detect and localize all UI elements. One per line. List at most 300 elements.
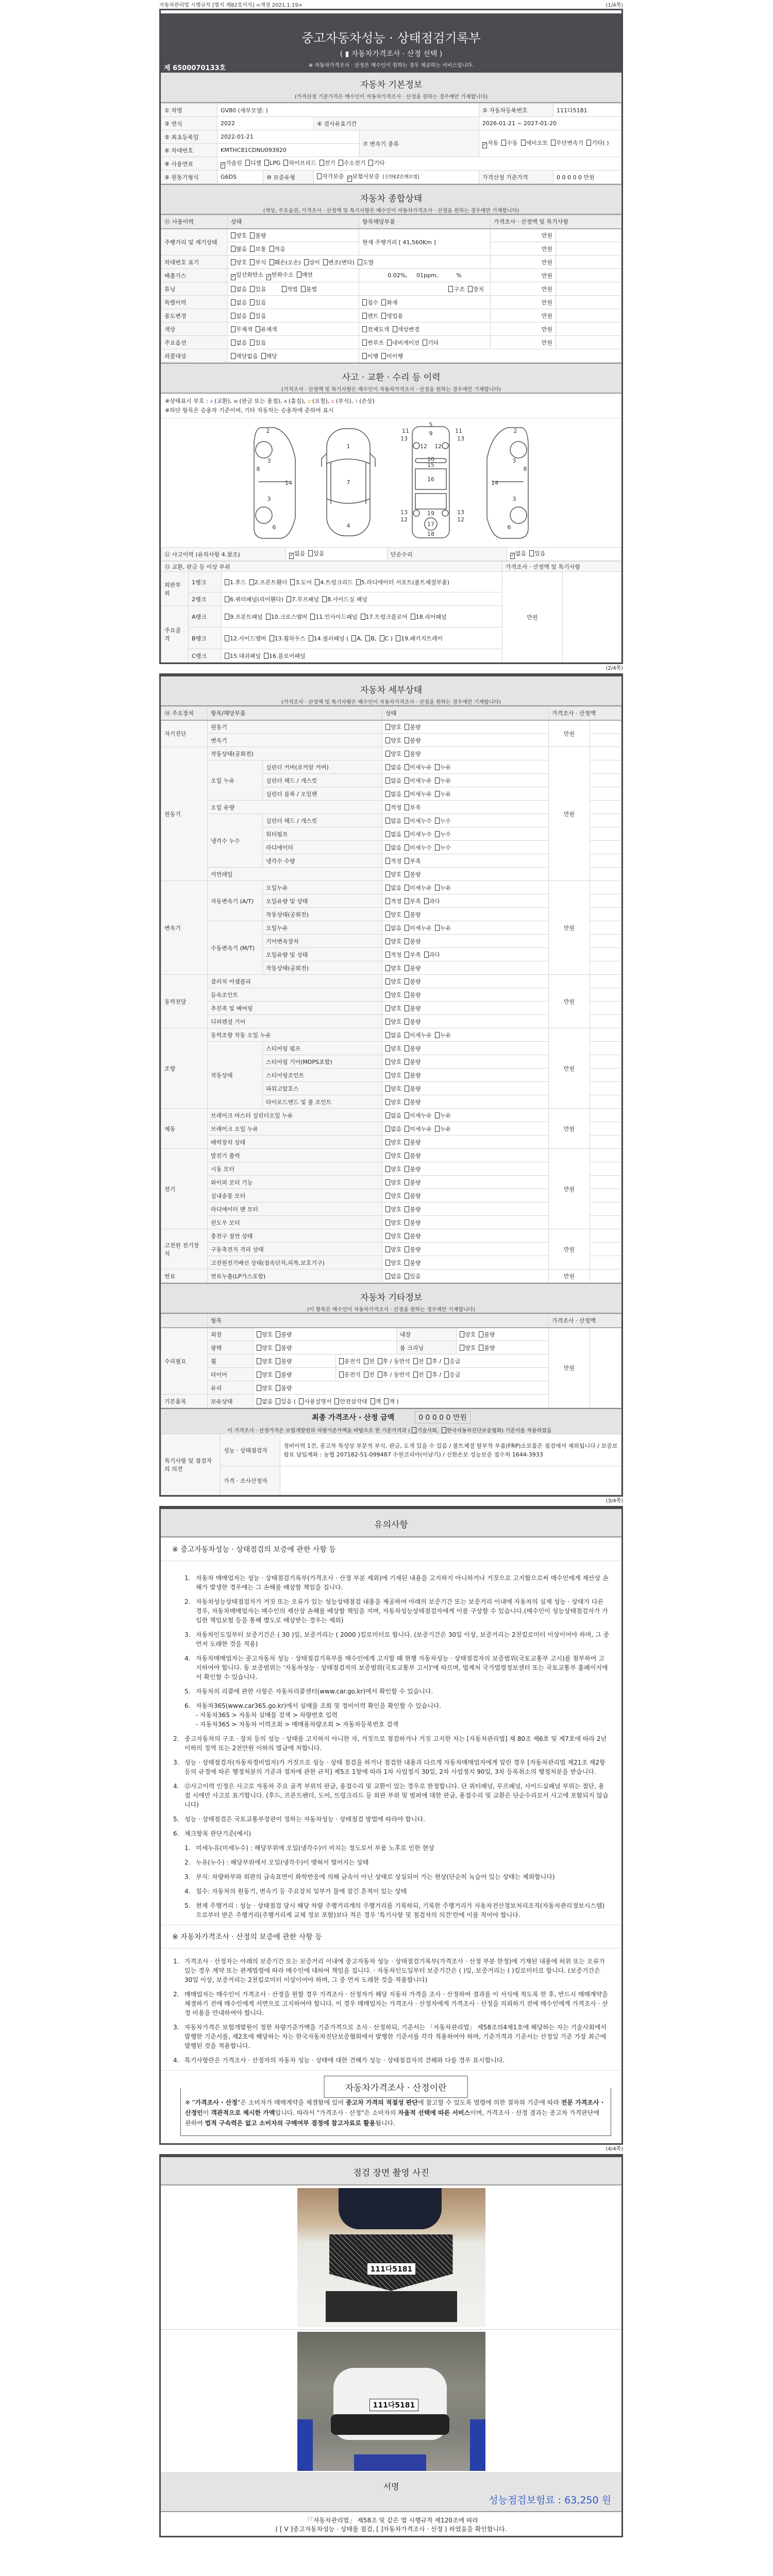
checkbox-option[interactable] — [444, 1370, 460, 1379]
unchecked-box-icon[interactable] — [435, 1126, 440, 1132]
unchecked-box-icon[interactable] — [529, 550, 534, 556]
checkbox-option[interactable] — [479, 1344, 495, 1352]
checkbox-option[interactable] — [385, 817, 401, 825]
unchecked-box-icon[interactable] — [231, 286, 236, 292]
unchecked-box-icon[interactable] — [385, 965, 390, 971]
checkbox-option[interactable] — [231, 231, 247, 240]
unchecked-box-icon[interactable] — [424, 898, 429, 904]
unchecked-box-icon[interactable] — [225, 579, 229, 585]
unchecked-box-icon[interactable] — [368, 160, 373, 166]
checkbox-option[interactable] — [405, 736, 421, 744]
checkbox-option[interactable] — [299, 1397, 331, 1405]
unchecked-box-icon[interactable] — [385, 1193, 390, 1199]
checkbox-option[interactable] — [320, 159, 335, 167]
checkbox-option[interactable] — [501, 139, 517, 147]
checkbox-option[interactable] — [448, 285, 464, 293]
checkbox-option[interactable] — [385, 1232, 401, 1240]
checkbox-option[interactable] — [385, 776, 401, 785]
checkbox-option[interactable] — [385, 897, 401, 905]
unchecked-box-icon[interactable] — [287, 596, 291, 602]
unchecked-box-icon[interactable] — [264, 653, 268, 659]
unchecked-box-icon[interactable] — [405, 737, 409, 743]
unchecked-box-icon[interactable] — [266, 614, 271, 620]
checkbox-option[interactable] — [334, 1397, 367, 1405]
checkbox-option[interactable] — [270, 258, 301, 266]
unchecked-box-icon[interactable] — [435, 764, 440, 770]
checkbox-option[interactable] — [361, 613, 408, 621]
checkbox-option[interactable] — [405, 1071, 421, 1079]
unchecked-box-icon[interactable] — [435, 818, 440, 824]
checkbox-option[interactable] — [297, 270, 313, 279]
checkbox-option[interactable] — [315, 578, 353, 586]
checkbox-option[interactable] — [413, 1357, 424, 1365]
unchecked-box-icon[interactable] — [405, 898, 409, 904]
checkbox-option[interactable] — [257, 1370, 273, 1379]
checkbox-option[interactable] — [405, 1018, 421, 1026]
unchecked-box-icon[interactable] — [405, 1273, 409, 1279]
checkbox-option[interactable] — [385, 1018, 401, 1026]
unchecked-box-icon[interactable] — [250, 246, 255, 252]
unchecked-box-icon[interactable] — [378, 1371, 382, 1378]
checkbox-option[interactable] — [310, 613, 357, 621]
unchecked-box-icon[interactable] — [270, 259, 274, 265]
unchecked-box-icon[interactable] — [435, 831, 440, 837]
checkbox-option[interactable] — [385, 736, 401, 744]
unchecked-box-icon[interactable] — [405, 1179, 409, 1185]
checkbox-option[interactable] — [385, 937, 401, 945]
checkbox-option[interactable] — [309, 634, 349, 642]
checkbox-option[interactable] — [405, 977, 421, 986]
unchecked-box-icon[interactable] — [396, 635, 400, 641]
unchecked-box-icon[interactable] — [385, 844, 390, 851]
checkbox-option[interactable] — [405, 951, 421, 959]
checkbox-option[interactable] — [435, 1031, 451, 1039]
unchecked-box-icon[interactable] — [250, 286, 255, 292]
checkbox-option[interactable] — [364, 1357, 375, 1365]
unchecked-box-icon[interactable] — [405, 1246, 409, 1252]
unchecked-box-icon[interactable] — [225, 596, 229, 602]
checkbox-option[interactable] — [308, 549, 324, 557]
unchecked-box-icon[interactable] — [385, 724, 390, 730]
checkbox-option[interactable] — [362, 352, 378, 360]
unchecked-box-icon[interactable] — [380, 635, 384, 641]
checkbox-option[interactable] — [405, 964, 421, 972]
checkbox-option[interactable] — [412, 1426, 439, 1434]
unchecked-box-icon[interactable] — [405, 858, 409, 864]
unchecked-box-icon[interactable] — [378, 1358, 382, 1364]
checkbox-option[interactable] — [405, 1165, 421, 1173]
unchecked-box-icon[interactable] — [405, 1260, 409, 1266]
unchecked-box-icon[interactable] — [231, 299, 236, 306]
unchecked-box-icon[interactable] — [405, 1086, 409, 1092]
unchecked-box-icon[interactable] — [250, 340, 255, 346]
checkbox-option[interactable] — [405, 763, 432, 771]
checkbox-option[interactable] — [385, 977, 401, 986]
checkbox-option[interactable] — [266, 270, 294, 280]
unchecked-box-icon[interactable] — [283, 160, 288, 166]
checkbox-option[interactable] — [362, 298, 378, 307]
checkbox-option[interactable] — [378, 1357, 410, 1365]
unchecked-box-icon[interactable] — [385, 992, 390, 998]
unchecked-box-icon[interactable] — [405, 844, 409, 851]
unchecked-box-icon[interactable] — [362, 326, 367, 332]
unchecked-box-icon[interactable] — [405, 1153, 409, 1159]
unchecked-box-icon[interactable] — [250, 299, 255, 306]
unchecked-box-icon[interactable] — [405, 1059, 409, 1065]
checkbox-option[interactable] — [435, 1125, 451, 1133]
unchecked-box-icon[interactable] — [479, 1331, 483, 1337]
unchecked-box-icon[interactable] — [364, 1358, 368, 1364]
unchecked-box-icon[interactable] — [339, 1371, 344, 1378]
checkbox-option[interactable] — [317, 172, 344, 180]
checkbox-option[interactable] — [385, 1125, 401, 1133]
unchecked-box-icon[interactable] — [301, 286, 306, 292]
unchecked-box-icon[interactable] — [586, 140, 591, 146]
checkbox-option[interactable] — [261, 352, 277, 360]
unchecked-box-icon[interactable] — [385, 1153, 390, 1159]
unchecked-box-icon[interactable] — [317, 173, 322, 179]
unchecked-box-icon[interactable] — [405, 885, 409, 891]
unchecked-box-icon[interactable] — [448, 286, 453, 292]
unchecked-box-icon[interactable] — [460, 1331, 464, 1337]
unchecked-box-icon[interactable] — [257, 1385, 261, 1391]
checkbox-option[interactable] — [385, 857, 401, 865]
checkbox-option[interactable] — [423, 338, 439, 347]
unchecked-box-icon[interactable] — [257, 1398, 261, 1404]
unchecked-box-icon[interactable] — [362, 299, 367, 306]
checkbox-option[interactable] — [444, 1357, 460, 1365]
checkbox-option[interactable] — [385, 991, 401, 999]
checkbox-option[interactable] — [405, 830, 432, 838]
checkbox-option[interactable] — [405, 1192, 421, 1200]
unchecked-box-icon[interactable] — [257, 1345, 261, 1351]
checkbox-option[interactable] — [385, 750, 401, 758]
checkbox-option[interactable] — [276, 1370, 292, 1379]
checkbox-option[interactable] — [521, 139, 548, 147]
unchecked-box-icon[interactable] — [385, 871, 390, 877]
unchecked-box-icon[interactable] — [385, 818, 390, 824]
unchecked-box-icon[interactable] — [362, 353, 367, 359]
unchecked-box-icon[interactable] — [339, 160, 343, 166]
unchecked-box-icon[interactable] — [245, 160, 250, 166]
unchecked-box-icon[interactable] — [405, 871, 409, 877]
unchecked-box-icon[interactable] — [405, 1112, 409, 1118]
unchecked-box-icon[interactable] — [385, 737, 390, 743]
unchecked-box-icon[interactable] — [479, 1345, 483, 1351]
unchecked-box-icon[interactable] — [405, 818, 409, 824]
checkbox-option[interactable] — [405, 897, 421, 905]
checkbox-option[interactable] — [405, 790, 432, 798]
unchecked-box-icon[interactable] — [385, 898, 390, 904]
unchecked-box-icon[interactable] — [385, 978, 390, 985]
checkbox-option[interactable] — [385, 790, 401, 798]
unchecked-box-icon[interactable] — [405, 978, 409, 985]
checkbox-option[interactable] — [384, 1397, 398, 1405]
unchecked-box-icon[interactable] — [405, 1072, 409, 1078]
unchecked-box-icon[interactable] — [256, 326, 260, 332]
checkbox-option[interactable] — [347, 172, 380, 182]
checkbox-option[interactable] — [231, 298, 247, 307]
checkbox-option[interactable] — [405, 843, 432, 852]
unchecked-box-icon[interactable] — [435, 885, 440, 891]
unchecked-box-icon[interactable] — [444, 1371, 449, 1378]
checkbox-option[interactable] — [385, 1205, 401, 1213]
checkbox-option[interactable] — [385, 1071, 401, 1079]
checkbox-option[interactable] — [405, 1205, 421, 1213]
checkbox-option[interactable] — [385, 723, 401, 731]
unchecked-box-icon[interactable] — [276, 1331, 280, 1337]
checkbox-option[interactable] — [364, 1370, 375, 1379]
unchecked-box-icon[interactable] — [385, 1219, 390, 1226]
checkbox-option[interactable] — [250, 245, 266, 253]
checkbox-option[interactable] — [586, 139, 609, 147]
checkbox-option[interactable] — [225, 634, 266, 642]
unchecked-box-icon[interactable] — [411, 614, 415, 620]
unchecked-box-icon[interactable] — [249, 579, 254, 585]
checkbox-option[interactable] — [405, 870, 421, 878]
unchecked-box-icon[interactable] — [257, 1331, 261, 1337]
unchecked-box-icon[interactable] — [385, 777, 390, 784]
checkbox-option[interactable] — [381, 312, 403, 320]
unchecked-box-icon[interactable] — [385, 938, 390, 944]
checkbox-option[interactable] — [276, 1344, 292, 1352]
checkbox-option[interactable] — [225, 578, 246, 586]
unchecked-box-icon[interactable] — [231, 353, 236, 359]
checkbox-option[interactable] — [323, 258, 355, 266]
checkbox-option[interactable] — [289, 549, 305, 559]
checkbox-option[interactable] — [221, 159, 242, 168]
checkbox-option[interactable] — [405, 1098, 421, 1106]
checkbox-option[interactable] — [387, 338, 419, 347]
unchecked-box-icon[interactable] — [385, 952, 390, 958]
unchecked-box-icon[interactable] — [405, 791, 409, 797]
checkbox-option[interactable] — [304, 258, 320, 266]
unchecked-box-icon[interactable] — [385, 791, 390, 797]
unchecked-box-icon[interactable] — [405, 1045, 409, 1052]
unchecked-box-icon[interactable] — [412, 1427, 416, 1433]
checkbox-option[interactable] — [460, 1344, 476, 1352]
checkbox-option[interactable] — [435, 884, 451, 892]
unchecked-box-icon[interactable] — [385, 1086, 390, 1092]
unchecked-box-icon[interactable] — [427, 1358, 431, 1364]
checkbox-option[interactable] — [405, 803, 421, 811]
checkbox-option[interactable] — [405, 1218, 421, 1227]
checkbox-option[interactable] — [435, 830, 451, 838]
checkbox-option[interactable] — [393, 325, 420, 333]
unchecked-box-icon[interactable] — [231, 259, 236, 265]
checkbox-option[interactable] — [385, 964, 401, 972]
checkbox-option[interactable] — [250, 258, 266, 266]
unchecked-box-icon[interactable] — [435, 844, 440, 851]
checkbox-option[interactable] — [413, 1370, 424, 1379]
checkbox-option[interactable] — [276, 1397, 296, 1405]
unchecked-box-icon[interactable] — [385, 858, 390, 864]
unchecked-box-icon[interactable] — [381, 313, 386, 319]
unchecked-box-icon[interactable] — [393, 326, 397, 332]
checkbox-option[interactable] — [551, 139, 583, 147]
checkbox-option[interactable] — [282, 285, 298, 293]
unchecked-box-icon[interactable] — [385, 1032, 390, 1038]
checkbox-option[interactable] — [479, 1330, 495, 1338]
unchecked-box-icon[interactable] — [423, 340, 427, 346]
unchecked-box-icon[interactable] — [323, 259, 328, 265]
checkbox-option[interactable] — [385, 1058, 401, 1066]
checkbox-option[interactable] — [362, 312, 378, 320]
unchecked-box-icon[interactable] — [385, 1260, 390, 1266]
checkbox-option[interactable] — [405, 1272, 421, 1280]
unchecked-box-icon[interactable] — [276, 1398, 280, 1404]
checkbox-option[interactable] — [385, 763, 401, 771]
checkbox-option[interactable] — [283, 159, 316, 167]
unchecked-box-icon[interactable] — [358, 259, 362, 265]
checked-box-icon[interactable]: ✓ — [231, 274, 236, 279]
checkbox-option[interactable] — [339, 1357, 361, 1365]
checkbox-option[interactable] — [365, 635, 376, 642]
checkbox-option[interactable] — [250, 285, 266, 293]
unchecked-box-icon[interactable] — [297, 272, 301, 278]
checkbox-option[interactable] — [362, 325, 390, 333]
unchecked-box-icon[interactable] — [231, 326, 236, 332]
unchecked-box-icon[interactable] — [225, 635, 229, 641]
unchecked-box-icon[interactable] — [521, 140, 526, 146]
checkbox-option[interactable] — [405, 723, 421, 731]
unchecked-box-icon[interactable] — [270, 635, 274, 641]
checkbox-option[interactable] — [301, 285, 317, 293]
unchecked-box-icon[interactable] — [405, 764, 409, 770]
unchecked-box-icon[interactable] — [361, 614, 365, 620]
checkbox-option[interactable] — [385, 1111, 401, 1120]
checkbox-option[interactable] — [405, 1245, 421, 1253]
checkbox-option[interactable] — [358, 258, 374, 266]
unchecked-box-icon[interactable] — [413, 1371, 418, 1378]
unchecked-box-icon[interactable] — [250, 232, 255, 239]
unchecked-box-icon[interactable] — [435, 777, 440, 784]
checkbox-option[interactable] — [427, 1370, 441, 1379]
unchecked-box-icon[interactable] — [257, 1358, 261, 1364]
checked-box-icon[interactable]: ✓ — [347, 176, 352, 181]
checkbox-option[interactable] — [405, 991, 421, 999]
checkbox-option[interactable] — [231, 270, 263, 280]
checkbox-option[interactable] — [435, 843, 451, 852]
checkbox-option[interactable] — [276, 1330, 292, 1338]
unchecked-box-icon[interactable] — [381, 299, 386, 306]
checkbox-option[interactable] — [225, 595, 283, 603]
checkbox-option[interactable] — [356, 578, 449, 586]
unchecked-box-icon[interactable] — [385, 1005, 390, 1011]
checkbox-option[interactable] — [231, 245, 247, 253]
checkbox-option[interactable] — [250, 312, 266, 320]
checkbox-option[interactable] — [362, 338, 384, 347]
unchecked-box-icon[interactable] — [405, 831, 409, 837]
checkbox-option[interactable] — [371, 1397, 381, 1405]
unchecked-box-icon[interactable] — [405, 1206, 409, 1212]
unchecked-box-icon[interactable] — [442, 1427, 446, 1433]
unchecked-box-icon[interactable] — [385, 1166, 390, 1172]
unchecked-box-icon[interactable] — [231, 313, 236, 319]
checkbox-option[interactable] — [270, 634, 306, 642]
unchecked-box-icon[interactable] — [385, 1233, 390, 1239]
unchecked-box-icon[interactable] — [444, 1358, 449, 1364]
checkbox-option[interactable] — [385, 924, 401, 932]
checkbox-option[interactable] — [385, 1098, 401, 1106]
unchecked-box-icon[interactable] — [435, 1112, 440, 1118]
unchecked-box-icon[interactable] — [405, 938, 409, 944]
checkbox-option[interactable] — [385, 1004, 401, 1012]
checkbox-option[interactable] — [405, 924, 432, 932]
checkbox-option[interactable] — [405, 1004, 421, 1012]
unchecked-box-icon[interactable] — [405, 1019, 409, 1025]
unchecked-box-icon[interactable] — [460, 1345, 464, 1351]
checkbox-option[interactable] — [380, 635, 393, 642]
checkbox-option[interactable] — [405, 1259, 421, 1267]
unchecked-box-icon[interactable] — [385, 1126, 390, 1132]
checkbox-option[interactable] — [385, 843, 401, 852]
checkbox-option[interactable] — [424, 951, 440, 959]
unchecked-box-icon[interactable] — [282, 286, 287, 292]
unchecked-box-icon[interactable] — [334, 1398, 339, 1404]
checkbox-option[interactable] — [290, 578, 312, 586]
unchecked-box-icon[interactable] — [405, 1126, 409, 1132]
checkbox-option[interactable] — [378, 1370, 410, 1379]
checkbox-option[interactable] — [250, 231, 266, 240]
checkbox-option[interactable] — [287, 595, 319, 603]
unchecked-box-icon[interactable] — [405, 965, 409, 971]
checkbox-option[interactable] — [264, 160, 280, 166]
checkbox-option[interactable] — [264, 652, 306, 660]
unchecked-box-icon[interactable] — [405, 804, 409, 810]
checkbox-option[interactable] — [405, 937, 421, 945]
checkbox-option[interactable] — [385, 1192, 401, 1200]
checkbox-option[interactable] — [405, 884, 432, 892]
unchecked-box-icon[interactable] — [385, 764, 390, 770]
checkbox-option[interactable] — [411, 613, 447, 621]
checkbox-option[interactable] — [405, 910, 421, 919]
checkbox-option[interactable] — [405, 1111, 432, 1120]
unchecked-box-icon[interactable] — [435, 1032, 440, 1038]
unchecked-box-icon[interactable] — [405, 1099, 409, 1105]
checkbox-option[interactable] — [468, 285, 484, 293]
unchecked-box-icon[interactable] — [362, 340, 367, 346]
unchecked-box-icon[interactable] — [405, 1005, 409, 1011]
checkbox-option[interactable] — [276, 1384, 292, 1392]
unchecked-box-icon[interactable] — [310, 614, 315, 620]
unchecked-box-icon[interactable] — [385, 751, 390, 757]
unchecked-box-icon[interactable] — [405, 1032, 409, 1038]
checkbox-option[interactable] — [442, 1426, 551, 1434]
checkbox-option[interactable] — [435, 924, 451, 932]
checkbox-option[interactable] — [257, 1384, 273, 1392]
checkbox-option[interactable] — [385, 910, 401, 919]
checkbox-option[interactable] — [231, 325, 253, 333]
checkbox-option[interactable] — [529, 549, 545, 557]
checkbox-option[interactable] — [405, 1151, 421, 1160]
checkbox-option[interactable] — [385, 1084, 401, 1093]
unchecked-box-icon[interactable] — [315, 579, 320, 585]
checkbox-option[interactable] — [405, 1125, 432, 1133]
checkbox-option[interactable] — [385, 1272, 401, 1280]
unchecked-box-icon[interactable] — [387, 340, 392, 346]
checkbox-option[interactable] — [405, 817, 432, 825]
unchecked-box-icon[interactable] — [405, 992, 409, 998]
checkbox-option[interactable] — [405, 776, 432, 785]
checkbox-option[interactable] — [231, 352, 258, 360]
checkbox-option[interactable] — [435, 763, 451, 771]
checkbox-option[interactable] — [405, 1138, 421, 1146]
unchecked-box-icon[interactable] — [385, 831, 390, 837]
checkbox-option[interactable] — [385, 1178, 401, 1187]
checkbox-option[interactable] — [351, 635, 362, 642]
checkbox-option[interactable] — [270, 245, 285, 253]
